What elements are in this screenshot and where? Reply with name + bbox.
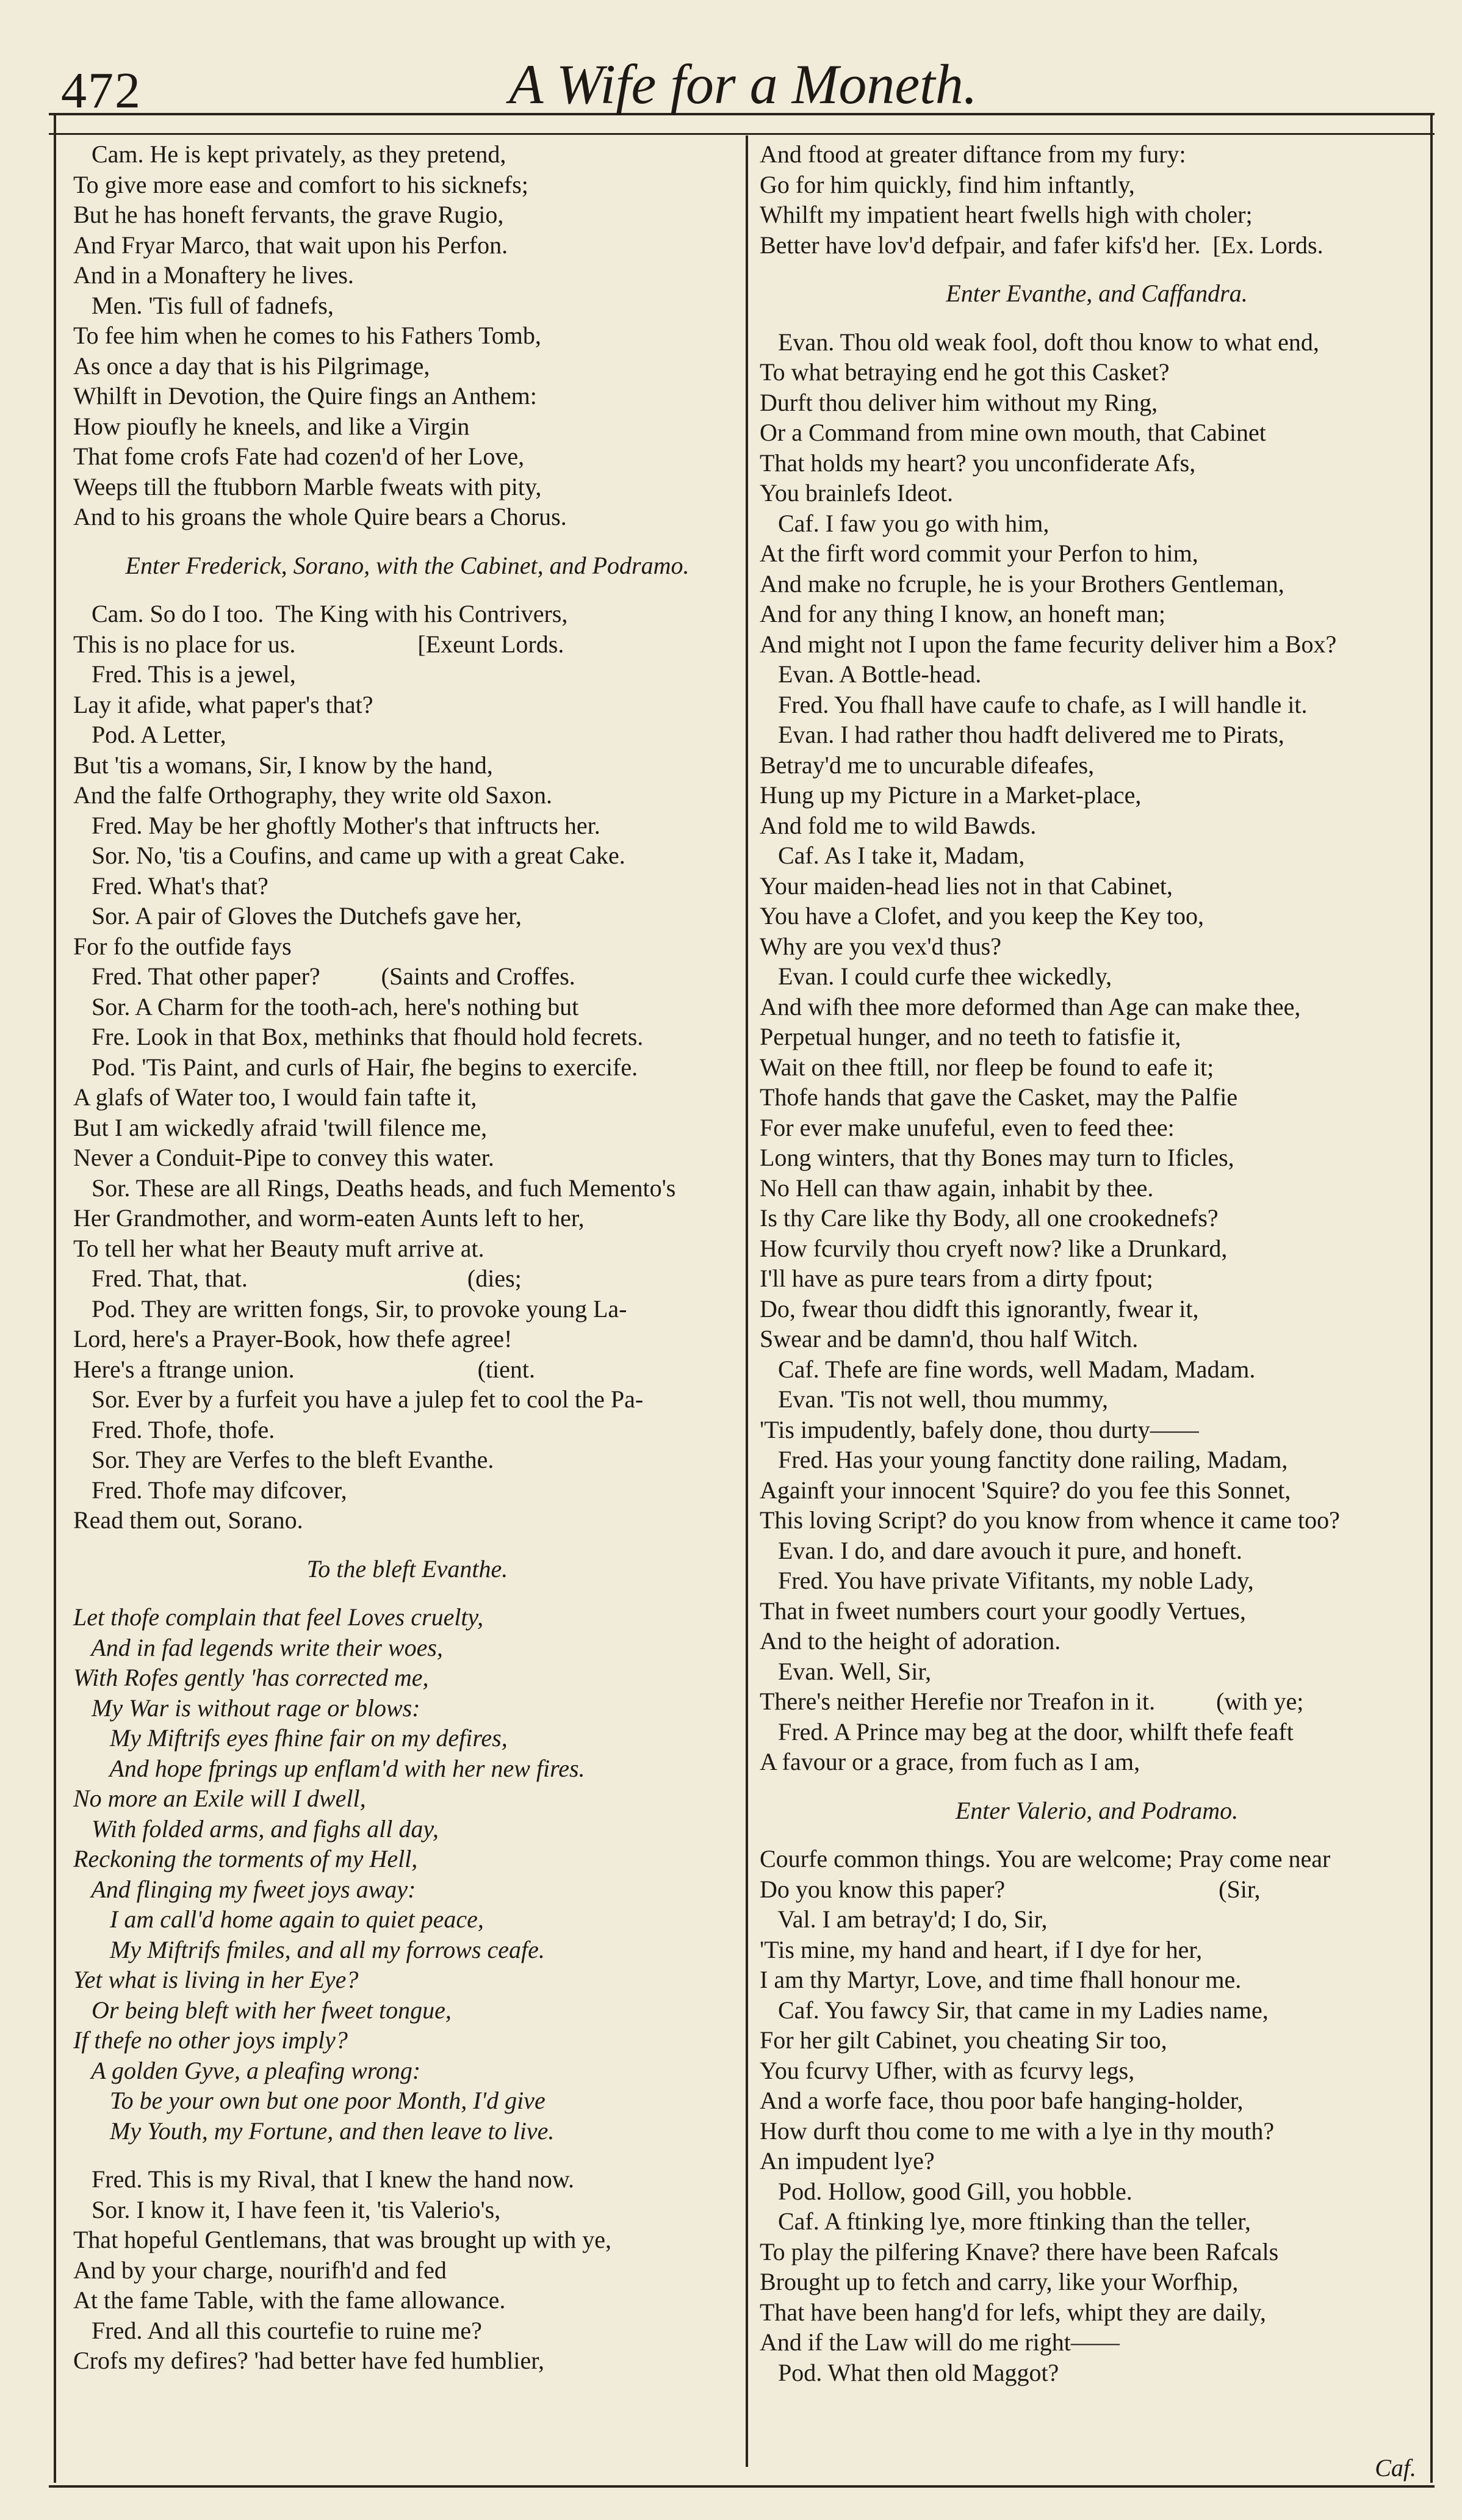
blank-line: [760, 260, 1434, 278]
bottom-rule: [49, 2485, 1435, 2488]
blank-line: [73, 532, 741, 551]
text-line: Crofs my defires? 'had better have fed humblier,: [73, 2347, 544, 2374]
text-line: You have a Clofet, and you keep the Key too,: [760, 902, 1205, 930]
text-line: This is no place for us. [Exeunt Lords.: [73, 630, 564, 658]
text-line: Fred. This is a jewel,: [73, 660, 296, 688]
text-line: Lord, here's a Prayer-Book, how thefe agree!: [73, 1325, 513, 1352]
right-text-column: [760, 139, 1434, 2388]
text-line: You fcurvy Ufher, with as fcurvy legs,: [760, 2056, 1135, 2084]
text-line: Caf. Thefe are fine words, well Madam, Madam.: [760, 1355, 1256, 1383]
text-line: Evan. I do, and dare avouch it pure, and honeft.: [760, 1536, 1242, 1564]
text-line: Evan. Thou old weak fool, doft thou know to what end,: [760, 328, 1319, 356]
text-line: There's neither Herefie nor Treafon in it. (with ye;: [760, 1688, 1304, 1715]
text-line: Reckoning the torments of my Hell,: [73, 1845, 418, 1872]
text-line: I am thy Martyr, Love, and time fhall honour me.: [760, 1966, 1242, 1993]
text-line: Enter Frederick, Sorano, with the Cabinet, and Podramo.: [125, 551, 690, 579]
text-line: Why are you vex'd thus?: [760, 932, 1001, 960]
text-line: Cam. So do I too. The King with his Contrivers,: [73, 600, 568, 627]
text-line: And in fad legends write their woes,: [73, 1633, 443, 1661]
text-line: Sor. These are all Rings, Deaths heads, and fuch Memento's: [73, 1174, 676, 1202]
running-header: [58, 53, 1428, 131]
text-line: No more an Exile will I dwell,: [73, 1785, 366, 1812]
text-line: A glafs of Water too, I would fain tafte it,: [73, 1083, 477, 1111]
text-line: You brainlefs Ideot.: [760, 479, 954, 507]
text-line: Swear and be damn'd, thou half Witch.: [760, 1325, 1139, 1352]
text-line: Evan. 'Tis not well, thou mummy,: [760, 1385, 1108, 1413]
text-line: Sor. Ever by a furfeit you have a julep fet to cool the Pa-: [73, 1385, 644, 1413]
text-line: Or a Command from mine own mouth, that Cabinet: [760, 419, 1266, 446]
text-line: At the fame Table, with the fame allowance.: [73, 2286, 506, 2314]
text-line: Thofe hands that gave the Casket, may the Palfie: [760, 1083, 1238, 1111]
text-line: And ftood at greater diftance from my fury:: [760, 140, 1186, 168]
text-line: And by your charge, nourifh'd and fed: [73, 2256, 447, 2284]
text-line: How pioufly he kneels, and like a Virgin: [73, 412, 470, 440]
text-line: Enter Valerio, and Podramo.: [955, 1796, 1239, 1824]
text-line: Evan. I could curfe thee wickedly,: [760, 962, 1112, 990]
text-line: For ever make unufeful, even to feed thee:: [760, 1113, 1175, 1141]
text-line: That have been hang'd for lefs, whipt they are daily,: [760, 2298, 1266, 2326]
text-line: Go for him quickly, find him inftantly,: [760, 170, 1135, 198]
text-line: And a worfe face, thou poor bafe hanging-holder,: [760, 2087, 1244, 2114]
text-line: Fre. Look in that Box, methinks that fhould hold fecrets.: [73, 1023, 644, 1050]
text-line: No Hell can thaw again, inhabit by thee.: [760, 1174, 1154, 1202]
page-number: 472: [61, 62, 142, 119]
text-line: I'll have as pure tears from a dirty fpout;: [760, 1265, 1153, 1292]
text-line: Pod. A Letter,: [73, 721, 226, 748]
text-line: Durft thou deliver him without my Ring,: [760, 388, 1158, 416]
text-line: But 'tis a womans, Sir, I know by the hand,: [73, 751, 493, 779]
text-line: A favour or a grace, from fuch as I am,: [760, 1748, 1140, 1775]
text-line: Caf. A ftinking lye, more ftinking than the teller,: [760, 2208, 1251, 2235]
text-line: Do you know this paper? (Sir,: [760, 1875, 1261, 1903]
text-line: And Fryar Marco, that wait upon his Perfon.: [73, 231, 508, 259]
text-line: To what betraying end he got this Casket?: [760, 358, 1170, 386]
text-line: Long winters, that thy Bones may turn to Ificles,: [760, 1144, 1234, 1171]
text-line: Fred. May be her ghoftly Mother's that inftructs her.: [73, 811, 600, 839]
text-line: Is thy Care like thy Body, all one crookednefs?: [760, 1204, 1219, 1232]
blank-line: [73, 1584, 741, 1602]
text-line: Sor. They are Verfes to the bleft Evanthe.: [73, 1446, 494, 1473]
text-line: Here's a ftrange union. (tient.: [73, 1355, 536, 1383]
text-line: My Miftrifs fmiles, and all my forrows ceafe.: [73, 1935, 545, 1963]
text-line: To the bleft Evanthe.: [306, 1554, 508, 1583]
text-line: Or being bleft with her fweet tongue,: [73, 1996, 452, 2024]
text-line: Whilft my impatient heart fwells high with choler;: [760, 201, 1253, 228]
blank-line: [760, 1825, 1434, 1844]
text-line: With Rofes gently 'has corrected me,: [73, 1664, 429, 1691]
blank-line: [760, 309, 1434, 327]
text-line: Evan. A Bottle-head.: [760, 660, 982, 688]
text-line: And to the height of adoration.: [760, 1627, 1061, 1655]
running-title: A Wife for a Moneth.: [509, 53, 978, 115]
text-line: Fred. Has your young fanctity done railing, Madam,: [760, 1446, 1288, 1473]
text-line: Sor. I know it, I have feen it, 'tis Valerio's,: [73, 2195, 501, 2223]
text-line: As once a day that is his Pilgrimage,: [73, 352, 430, 380]
text-line: How durft thou come to me with a lye in thy mouth?: [760, 2117, 1275, 2145]
text-line: My War is without rage or blows:: [73, 1694, 420, 1722]
text-line: My Youth, my Fortune, and then leave to live.: [73, 2117, 555, 2145]
text-line: Cam. He is kept privately, as they pretend,: [73, 140, 506, 168]
text-line: Whilft in Devotion, the Quire fings an Anthem:: [73, 382, 537, 410]
text-line: 'Tis mine, my hand and heart, if I dye for her,: [760, 1935, 1203, 1963]
text-line: An impudent lye?: [760, 2147, 935, 2175]
text-line: Her Grandmother, and worm-eaten Aunts left to her,: [73, 1204, 585, 1232]
text-line: Let thofe complain that feel Loves cruelty,: [73, 1603, 484, 1631]
text-line: Caf. I faw you go with him,: [760, 509, 1050, 537]
blank-line: [73, 580, 741, 599]
text-line: That in fweet numbers court your goodly Vertues,: [760, 1597, 1246, 1625]
text-line: Fred. That other paper? (Saints and Croffes.: [73, 962, 575, 990]
text-line: And wifh thee more deformed than Age can make thee,: [760, 992, 1301, 1020]
column-divider: [746, 135, 748, 2467]
text-line: But I am wickedly afraid 'twill filence me,: [73, 1113, 488, 1141]
text-line: If thefe no other joys imply?: [73, 2026, 348, 2054]
text-line: Fred. A Prince may beg at the door, whilft thefe feaft: [760, 1717, 1294, 1746]
text-line: Againft your innocent 'Squire? do you fee this Sonnet,: [760, 1476, 1291, 1504]
text-line: How fcurvily thou cryeft now? like a Drunkard,: [760, 1234, 1228, 1262]
text-line: And if the Law will do me right——: [760, 2328, 1120, 2356]
text-line: Pod. Hollow, good Gill, you hobble.: [760, 2177, 1133, 2205]
text-line: At the firft word commit your Perfon to him,: [760, 540, 1198, 567]
text-line: That fome crofs Fate had cozen'd of her Love,: [73, 442, 525, 470]
catchword: Caf.: [1375, 2454, 1416, 2482]
text-line: And in a Monaftery he lives.: [73, 261, 354, 289]
text-line: I am call'd home again to quiet peace,: [73, 1905, 484, 1933]
text-line: Never a Conduit-Pipe to convey this water.: [73, 1144, 494, 1171]
text-line: For fo the outfide fays: [73, 932, 292, 960]
text-line: For her gilt Cabinet, you cheating Sir too,: [760, 2026, 1167, 2054]
text-line: And hope fprings up enflam'd with her new fires.: [73, 1754, 585, 1782]
text-line: Men. 'Tis full of fadnefs,: [73, 291, 334, 319]
text-line: Hung up my Picture in a Market-place,: [760, 781, 1142, 809]
text-line: With folded arms, and fighs all day,: [73, 1814, 439, 1843]
text-line: Perpetual hunger, and no teeth to fatisfie it,: [760, 1023, 1181, 1050]
text-line: Wait on thee ftill, nor fleep be found to eafe it;: [760, 1053, 1214, 1081]
text-line: Caf. You fawcy Sir, that came in my Ladies name,: [760, 1996, 1269, 2024]
text-line: Read them out, Sorano.: [73, 1506, 303, 1534]
text-line: Betray'd me to uncurable difeafes,: [760, 751, 1095, 779]
text-line: To tell her what her Beauty muft arrive at.: [73, 1234, 484, 1262]
text-line: Evan. I had rather thou hadft delivered me to Pirats,: [760, 721, 1284, 748]
text-line: Sor. A Charm for the tooth-ach, here's nothing but: [73, 992, 579, 1020]
text-line: Caf. As I take it, Madam,: [760, 842, 1025, 869]
blank-line: [73, 2146, 741, 2164]
text-line: That holds my heart? you unconfiderate Afs,: [760, 449, 1196, 477]
text-line: Sor. No, 'tis a Coufins, and came up with a great Cake.: [73, 842, 625, 869]
left-text-column: [73, 139, 741, 2376]
text-line: Evan. Well, Sir,: [760, 1657, 932, 1685]
text-line: Yet what is living in her Eye?: [73, 1966, 359, 1993]
text-line: That hopeful Gentlemans, that was brought up with ye,: [73, 2226, 612, 2253]
blank-line: [73, 1536, 741, 1554]
text-line: Lay it afide, what paper's that?: [73, 690, 373, 718]
text-line: And might not I upon the fame fecurity deliver him a Box?: [760, 630, 1337, 658]
text-line: And fold me to wild Bawds.: [760, 811, 1037, 839]
left-border: [54, 115, 56, 2483]
header-rule: [49, 133, 1435, 135]
text-line: And to his groans the whole Quire bears a Chorus.: [73, 503, 567, 530]
text-line: Fred. And all this courtefie to ruine me?: [73, 2316, 482, 2344]
text-line: Weeps till the ftubborn Marble fweats with pity,: [73, 472, 542, 500]
text-line: Fred. You have private Vifitants, my noble Lady,: [760, 1567, 1254, 1594]
text-line: Fred. What's that?: [73, 872, 268, 900]
text-line: Val. I am betray'd; I do, Sir,: [760, 1905, 1048, 1933]
text-line: My Miftrifs eyes fhine fair on my defires,: [73, 1724, 508, 1752]
text-line: Fred. This is my Rival, that I knew the hand now.: [73, 2165, 575, 2193]
text-line: Fred. Thofe may difcover,: [73, 1476, 347, 1504]
text-line: And make no fcruple, he is your Brothers Gentleman,: [760, 569, 1284, 598]
text-line: Do, fwear thou didft this ignorantly, fwear it,: [760, 1294, 1199, 1323]
text-line: Pod. 'Tis Paint, and curls of Hair, fhe begins to exercife.: [73, 1053, 638, 1081]
text-line: To be your own but one poor Month, I'd give: [73, 2087, 546, 2114]
text-line: Fred. You fhall have caufe to chafe, as I will handle it.: [760, 690, 1308, 718]
text-line: To give more ease and comfort to his sicknefs;: [73, 170, 528, 198]
text-line: To play the pilfering Knave? there have been Rafcals: [760, 2237, 1279, 2265]
text-line: But he has honeft fervants, the grave Rugio,: [73, 201, 504, 228]
blank-line: [760, 1777, 1434, 1796]
text-line: Sor. A pair of Gloves the Dutchefs gave her,: [73, 902, 522, 930]
text-line: Courfe common things. You are welcome; Pray come near: [760, 1845, 1331, 1872]
text-line: This loving Script? do you know from whence it came too?: [760, 1506, 1340, 1534]
text-line: 'Tis impudently, bafely done, thou durty——: [760, 1415, 1199, 1443]
text-line: Fred. Thofe, thofe.: [73, 1415, 275, 1443]
text-line: Enter Evanthe, and Caffandra.: [946, 280, 1248, 307]
text-line: Brought up to fetch and carry, like your Worfhip,: [760, 2268, 1239, 2295]
text-line: Pod. They are written fongs, Sir, to provoke young La-: [73, 1294, 627, 1323]
text-line: Fred. That, that. (dies;: [73, 1265, 522, 1292]
text-line: And for any thing I know, an honeft man;: [760, 600, 1166, 627]
text-line: Pod. What then old Maggot?: [760, 2358, 1059, 2386]
text-line: To fee him when he comes to his Fathers Tomb,: [73, 322, 541, 349]
text-line: Better have lov'd defpair, and fafer kifs'd her. [Ex. Lords.: [760, 231, 1323, 259]
text-line: A golden Gyve, a pleafing wrong:: [73, 2056, 421, 2084]
text-line: Your maiden-head lies not in that Cabinet,: [760, 872, 1173, 900]
text-line: And the falfe Orthography, they write old Saxon.: [73, 781, 552, 809]
text-line: And flinging my fweet joys away:: [73, 1875, 416, 1903]
